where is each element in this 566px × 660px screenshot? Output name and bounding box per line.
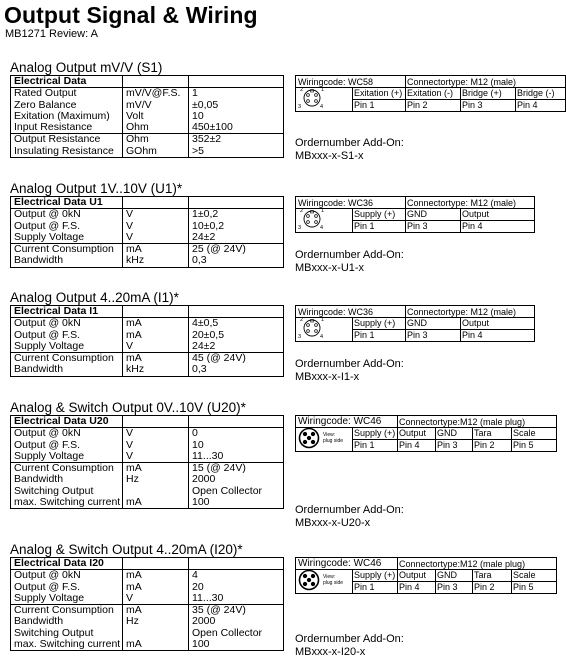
unit-cell: kHz	[123, 255, 189, 266]
connector-type: Connectortype: M12 (male)	[407, 307, 517, 317]
parameter-cell: Output @ 0kN	[11, 209, 123, 221]
pin-number: Pin 1	[354, 330, 375, 340]
pin-number: Pin 1	[354, 440, 375, 450]
pin-function: Supply (+)	[354, 318, 396, 328]
pin-function: Exitation (+)	[354, 88, 403, 98]
pin-number: Pin 4	[399, 440, 420, 450]
parameter-cell: Zero Balance	[11, 100, 123, 111]
pin-number: Pin 3	[437, 582, 458, 592]
connector-type: Connectortype:M12 (male plug)	[399, 559, 526, 569]
wiring-table	[295, 557, 557, 594]
value-cell: 20±0,5	[192, 328, 225, 341]
parameter-cell: max. Switching current	[11, 639, 123, 650]
parameter-cell: Supply Voltage	[11, 593, 123, 605]
table-row	[11, 146, 283, 157]
table-row	[11, 88, 283, 100]
electrical-data-table	[10, 305, 284, 377]
pin-function: Output	[462, 318, 490, 328]
value-cell	[189, 197, 284, 209]
pin-function: GND	[437, 570, 457, 580]
connector-pinout-icon	[298, 569, 320, 596]
unit-cell: mV/V@F.S.	[123, 88, 189, 100]
pin-function: Bridge (+)	[462, 88, 502, 98]
unit-cell: mA	[123, 639, 189, 650]
svg-text:2: 2	[300, 87, 304, 93]
view-plug-side-note	[323, 432, 343, 444]
unit-cell: mA	[123, 318, 189, 330]
section-title: Analog & Switch Output 4..20mA (I20)*	[10, 542, 243, 557]
svg-text:3: 3	[298, 104, 302, 110]
parameter-cell: Rated Output	[11, 88, 123, 100]
unit-cell: V	[123, 341, 189, 353]
parameter-cell: Switching Output	[11, 486, 123, 497]
view-note-line: View:	[323, 574, 336, 580]
value-cell: 100	[192, 496, 210, 509]
parameter-cell: Electrical Data	[11, 76, 123, 88]
unit-cell	[123, 416, 189, 428]
svg-text:2: 2	[300, 317, 304, 323]
parameter-cell: Output @ 0kN	[11, 428, 123, 440]
signal-section	[10, 542, 560, 658]
pin-number: Pin 1	[354, 100, 375, 110]
section-title: Analog & Switch Output 0V..10V (U20)*	[10, 400, 246, 415]
pin-function: Scale	[513, 570, 536, 580]
unit-cell: Ohm	[123, 122, 189, 134]
order-code: MBxxx-x-U1-x	[295, 261, 365, 274]
parameter-cell: Output @ 0kN	[11, 570, 123, 582]
electrical-data-table	[10, 557, 284, 651]
unit-cell: V	[123, 428, 189, 440]
parameter-cell: Current Consumption	[11, 463, 123, 475]
value-cell: 4±0,5	[192, 317, 219, 330]
parameter-cell: Output @ F.S.	[11, 330, 123, 341]
unit-cell: V	[123, 593, 189, 605]
table-row	[11, 122, 283, 134]
pin-number: Pin 3	[437, 440, 458, 450]
table-row	[11, 232, 283, 244]
wiring-code: Wiringcode: WC36	[298, 198, 374, 208]
value-cell: ±0,05	[192, 98, 219, 111]
pin-function: Output	[399, 428, 427, 438]
parameter-cell: Electrical Data I1	[11, 306, 123, 318]
parameter-cell: Switching Output	[11, 628, 123, 639]
order-label: Ordernumber Add-On:	[295, 504, 404, 516]
order-number-add-on	[295, 633, 404, 658]
pin-function: Bridge (-)	[517, 88, 555, 98]
value-cell	[189, 306, 284, 318]
signal-section	[10, 181, 560, 274]
signal-section	[10, 290, 560, 383]
unit-cell: mA	[123, 463, 189, 475]
parameter-cell: Exitation (Maximum)	[11, 111, 123, 122]
wiring-table	[295, 75, 566, 112]
pin-function: GND	[407, 318, 427, 328]
unit-cell: Volt	[123, 111, 189, 122]
value-cell: 25 (@ 24V)	[192, 243, 246, 256]
connector-type: Connectortype: M12 (male)	[407, 77, 517, 87]
pin-number: Pin 4	[462, 330, 483, 340]
divider	[397, 558, 398, 569]
svg-text:1: 1	[321, 208, 325, 214]
value-cell: Open Collector	[192, 626, 263, 639]
value-cell: 2000	[192, 473, 216, 486]
unit-cell: mA	[123, 497, 189, 508]
unit-cell: V	[123, 232, 189, 244]
table-row	[11, 570, 283, 582]
value-cell: 11...30	[189, 593, 284, 605]
wiring-code: Wiringcode: WC36	[298, 307, 374, 317]
value-cell	[189, 558, 284, 570]
table-header-row	[11, 197, 283, 209]
wiring-code: Wiringcode: WC58	[298, 77, 374, 87]
unit-cell: mA	[123, 582, 189, 593]
parameter-cell: Supply Voltage	[11, 451, 123, 463]
wiring-table	[295, 305, 535, 342]
electrical-data-grid	[11, 306, 283, 376]
svg-text:3: 3	[298, 334, 302, 340]
parameter-cell: Electrical Data U1	[11, 197, 123, 209]
connector-pinout-icon	[297, 86, 325, 115]
order-label: Ordernumber Add-On:	[295, 358, 404, 370]
pin-number: Pin 1	[354, 582, 375, 592]
parameter-cell: Output Resistance	[11, 134, 123, 146]
unit-cell: V	[123, 440, 189, 451]
table-row	[11, 255, 283, 266]
pin-number: Pin 1	[354, 221, 375, 231]
unit-cell: V	[123, 209, 189, 221]
view-note-line: View:	[323, 432, 336, 438]
value-cell: 10	[192, 438, 204, 451]
table-header-row	[11, 416, 283, 428]
unit-cell: V	[123, 451, 189, 463]
pin-function: Supply (+)	[354, 209, 396, 219]
parameter-cell: Output @ F.S.	[11, 221, 123, 232]
unit-cell: Hz	[123, 616, 189, 627]
pin-function: Supply (+)	[354, 428, 396, 438]
table-row	[11, 318, 283, 330]
value-cell: 4	[192, 569, 198, 582]
svg-text:4: 4	[320, 334, 324, 340]
pin-number: Pin 3	[407, 221, 428, 231]
parameter-cell: Current Consumption	[11, 244, 123, 256]
svg-text:1: 1	[321, 317, 325, 323]
value-cell	[189, 416, 284, 428]
value-cell: >5	[192, 144, 204, 157]
value-cell: 15 (@ 24V)	[192, 462, 246, 475]
divider	[352, 220, 534, 221]
table-row	[11, 593, 283, 605]
unit-cell: mA	[123, 570, 189, 582]
section-title: Analog Output 4..20mA (I1)*	[10, 290, 179, 305]
order-label: Ordernumber Add-On:	[295, 633, 404, 645]
svg-text:4: 4	[320, 104, 324, 110]
value-cell: 10±0,2	[192, 219, 225, 232]
order-number-add-on	[295, 249, 404, 274]
value-cell: 352±2	[192, 133, 222, 146]
divider	[405, 76, 406, 87]
value-cell: 450±100	[189, 122, 284, 134]
unit-cell	[123, 197, 189, 209]
pin-number: Pin 5	[513, 582, 534, 592]
order-code: MBxxx-x-I20-x	[295, 645, 366, 658]
unit-cell: mA	[123, 244, 189, 256]
table-row	[11, 341, 283, 353]
value-cell: 0	[192, 427, 198, 440]
wiring-table	[295, 415, 557, 452]
order-code: MBxxx-x-U20-x	[295, 516, 371, 529]
parameter-cell: Insulating Resistance	[11, 146, 123, 157]
unit-cell: kHz	[123, 364, 189, 375]
wiring-table	[295, 196, 535, 233]
value-cell	[189, 76, 284, 88]
value-cell: 10	[192, 109, 204, 122]
table-row	[11, 497, 283, 508]
table-row	[11, 451, 283, 463]
divider	[397, 416, 398, 427]
value-cell: 11...30	[189, 451, 284, 463]
pin-number: Pin 3	[462, 100, 483, 110]
order-code: MBxxx-x-S1-x	[295, 149, 364, 162]
signal-section	[10, 400, 560, 529]
electrical-data-table	[10, 415, 284, 509]
section-title: Analog Output mV/V (S1)	[10, 60, 163, 75]
parameter-cell: Output @ F.S.	[11, 582, 123, 593]
connector-type: Connectortype:M12 (male plug)	[399, 417, 526, 427]
table-row	[11, 639, 283, 650]
table-row	[11, 364, 283, 375]
unit-cell: mA	[123, 353, 189, 365]
parameter-cell: Bandwidth	[11, 474, 123, 485]
parameter-cell: Electrical Data U20	[11, 416, 123, 428]
value-cell: 1	[192, 87, 198, 100]
order-label: Ordernumber Add-On:	[295, 137, 404, 149]
pin-function: Supply (+)	[354, 570, 396, 580]
value-cell: 0,3	[192, 363, 207, 376]
unit-cell	[123, 306, 189, 318]
value-cell: 20	[192, 580, 204, 593]
parameter-cell: Bandwidth	[11, 364, 123, 375]
svg-text:3: 3	[298, 225, 302, 231]
pin-function: Output	[399, 570, 427, 580]
unit-cell: GOhm	[123, 146, 189, 157]
order-number-add-on	[295, 358, 404, 383]
parameter-cell: Bandwidth	[11, 616, 123, 627]
pin-number: Pin 2	[407, 100, 428, 110]
table-header-row	[11, 306, 283, 318]
view-plug-side-note	[323, 574, 343, 586]
pin-number: Pin 4	[399, 582, 420, 592]
electrical-data-grid	[11, 197, 283, 267]
value-cell: 2000	[192, 615, 216, 628]
signal-section	[10, 60, 560, 162]
connector-pinout-icon	[298, 427, 320, 454]
value-cell: Open Collector	[192, 484, 263, 497]
parameter-cell: Output @ 0kN	[11, 318, 123, 330]
pin-function: Tara	[474, 428, 492, 438]
electrical-data-table	[10, 196, 284, 268]
value-cell: 45 (@ 24V)	[192, 352, 246, 365]
electrical-data-grid	[11, 76, 283, 157]
unit-cell: mA	[123, 605, 189, 617]
electrical-data-table	[10, 75, 284, 158]
unit-cell: mV/V	[123, 100, 189, 111]
pin-number: Pin 4	[462, 221, 483, 231]
parameter-cell: Bandwidth	[11, 255, 123, 266]
value-cell: 24±2	[189, 232, 284, 244]
table-row	[11, 134, 283, 146]
value-cell: 100	[192, 638, 210, 651]
value-cell: 24±2	[189, 341, 284, 353]
parameter-cell: max. Switching current	[11, 497, 123, 508]
pin-function: Exitation (-)	[407, 88, 454, 98]
value-cell: 1±0,2	[192, 208, 219, 221]
value-cell: 0,3	[192, 254, 207, 267]
connector-pinout-icon	[297, 207, 325, 236]
parameter-cell: Current Consumption	[11, 605, 123, 617]
pin-function: Tara	[474, 570, 492, 580]
connector-pinout-icon	[297, 316, 325, 345]
divider	[352, 329, 534, 330]
page-title: Output Signal & Wiring	[4, 2, 258, 28]
wiring-code: Wiringcode: WC46	[298, 558, 382, 569]
document-revision: MB1271 Review: A	[5, 28, 98, 40]
view-note-line: plug side	[323, 580, 344, 586]
section-title: Analog Output 1V..10V (U1)*	[10, 181, 183, 196]
divider	[405, 197, 406, 208]
unit-cell: V	[123, 221, 189, 232]
pin-number: Pin 4	[517, 100, 538, 110]
svg-text:4: 4	[320, 225, 324, 231]
order-label: Ordernumber Add-On:	[295, 249, 404, 261]
table-header-row	[11, 76, 283, 88]
table-row	[11, 209, 283, 221]
unit-cell	[123, 76, 189, 88]
unit-cell: Ohm	[123, 134, 189, 146]
order-number-add-on	[295, 137, 404, 162]
parameter-cell: Electrical Data I20	[11, 558, 123, 570]
value-cell: 35 (@ 24V)	[192, 604, 246, 617]
pin-function: GND	[437, 428, 457, 438]
parameter-cell: Supply Voltage	[11, 341, 123, 353]
view-note-line: plug side	[323, 438, 344, 444]
electrical-data-grid	[11, 558, 283, 650]
unit-cell: Hz	[123, 474, 189, 485]
order-code: MBxxx-x-I1-x	[295, 370, 360, 383]
order-number-add-on	[295, 504, 404, 529]
table-row	[11, 428, 283, 440]
svg-text:2: 2	[300, 208, 304, 214]
pin-number: Pin 5	[513, 440, 534, 450]
connector-type: Connectortype: M12 (male)	[407, 198, 517, 208]
parameter-cell: Output @ F.S.	[11, 440, 123, 451]
pin-number: Pin 3	[407, 330, 428, 340]
pin-number: Pin 2	[474, 440, 495, 450]
pin-number: Pin 2	[474, 582, 495, 592]
unit-cell: mA	[123, 330, 189, 341]
unit-cell	[123, 558, 189, 570]
table-header-row	[11, 558, 283, 570]
svg-text:1: 1	[321, 87, 325, 93]
parameter-cell: Input Resistance	[11, 122, 123, 134]
electrical-data-grid	[11, 416, 283, 508]
pin-function: Output	[462, 209, 490, 219]
parameter-cell: Current Consumption	[11, 353, 123, 365]
pin-function: GND	[407, 209, 427, 219]
pin-function: Scale	[513, 428, 536, 438]
divider	[405, 306, 406, 317]
wiring-code: Wiringcode: WC46	[298, 416, 382, 427]
parameter-cell: Supply Voltage	[11, 232, 123, 244]
